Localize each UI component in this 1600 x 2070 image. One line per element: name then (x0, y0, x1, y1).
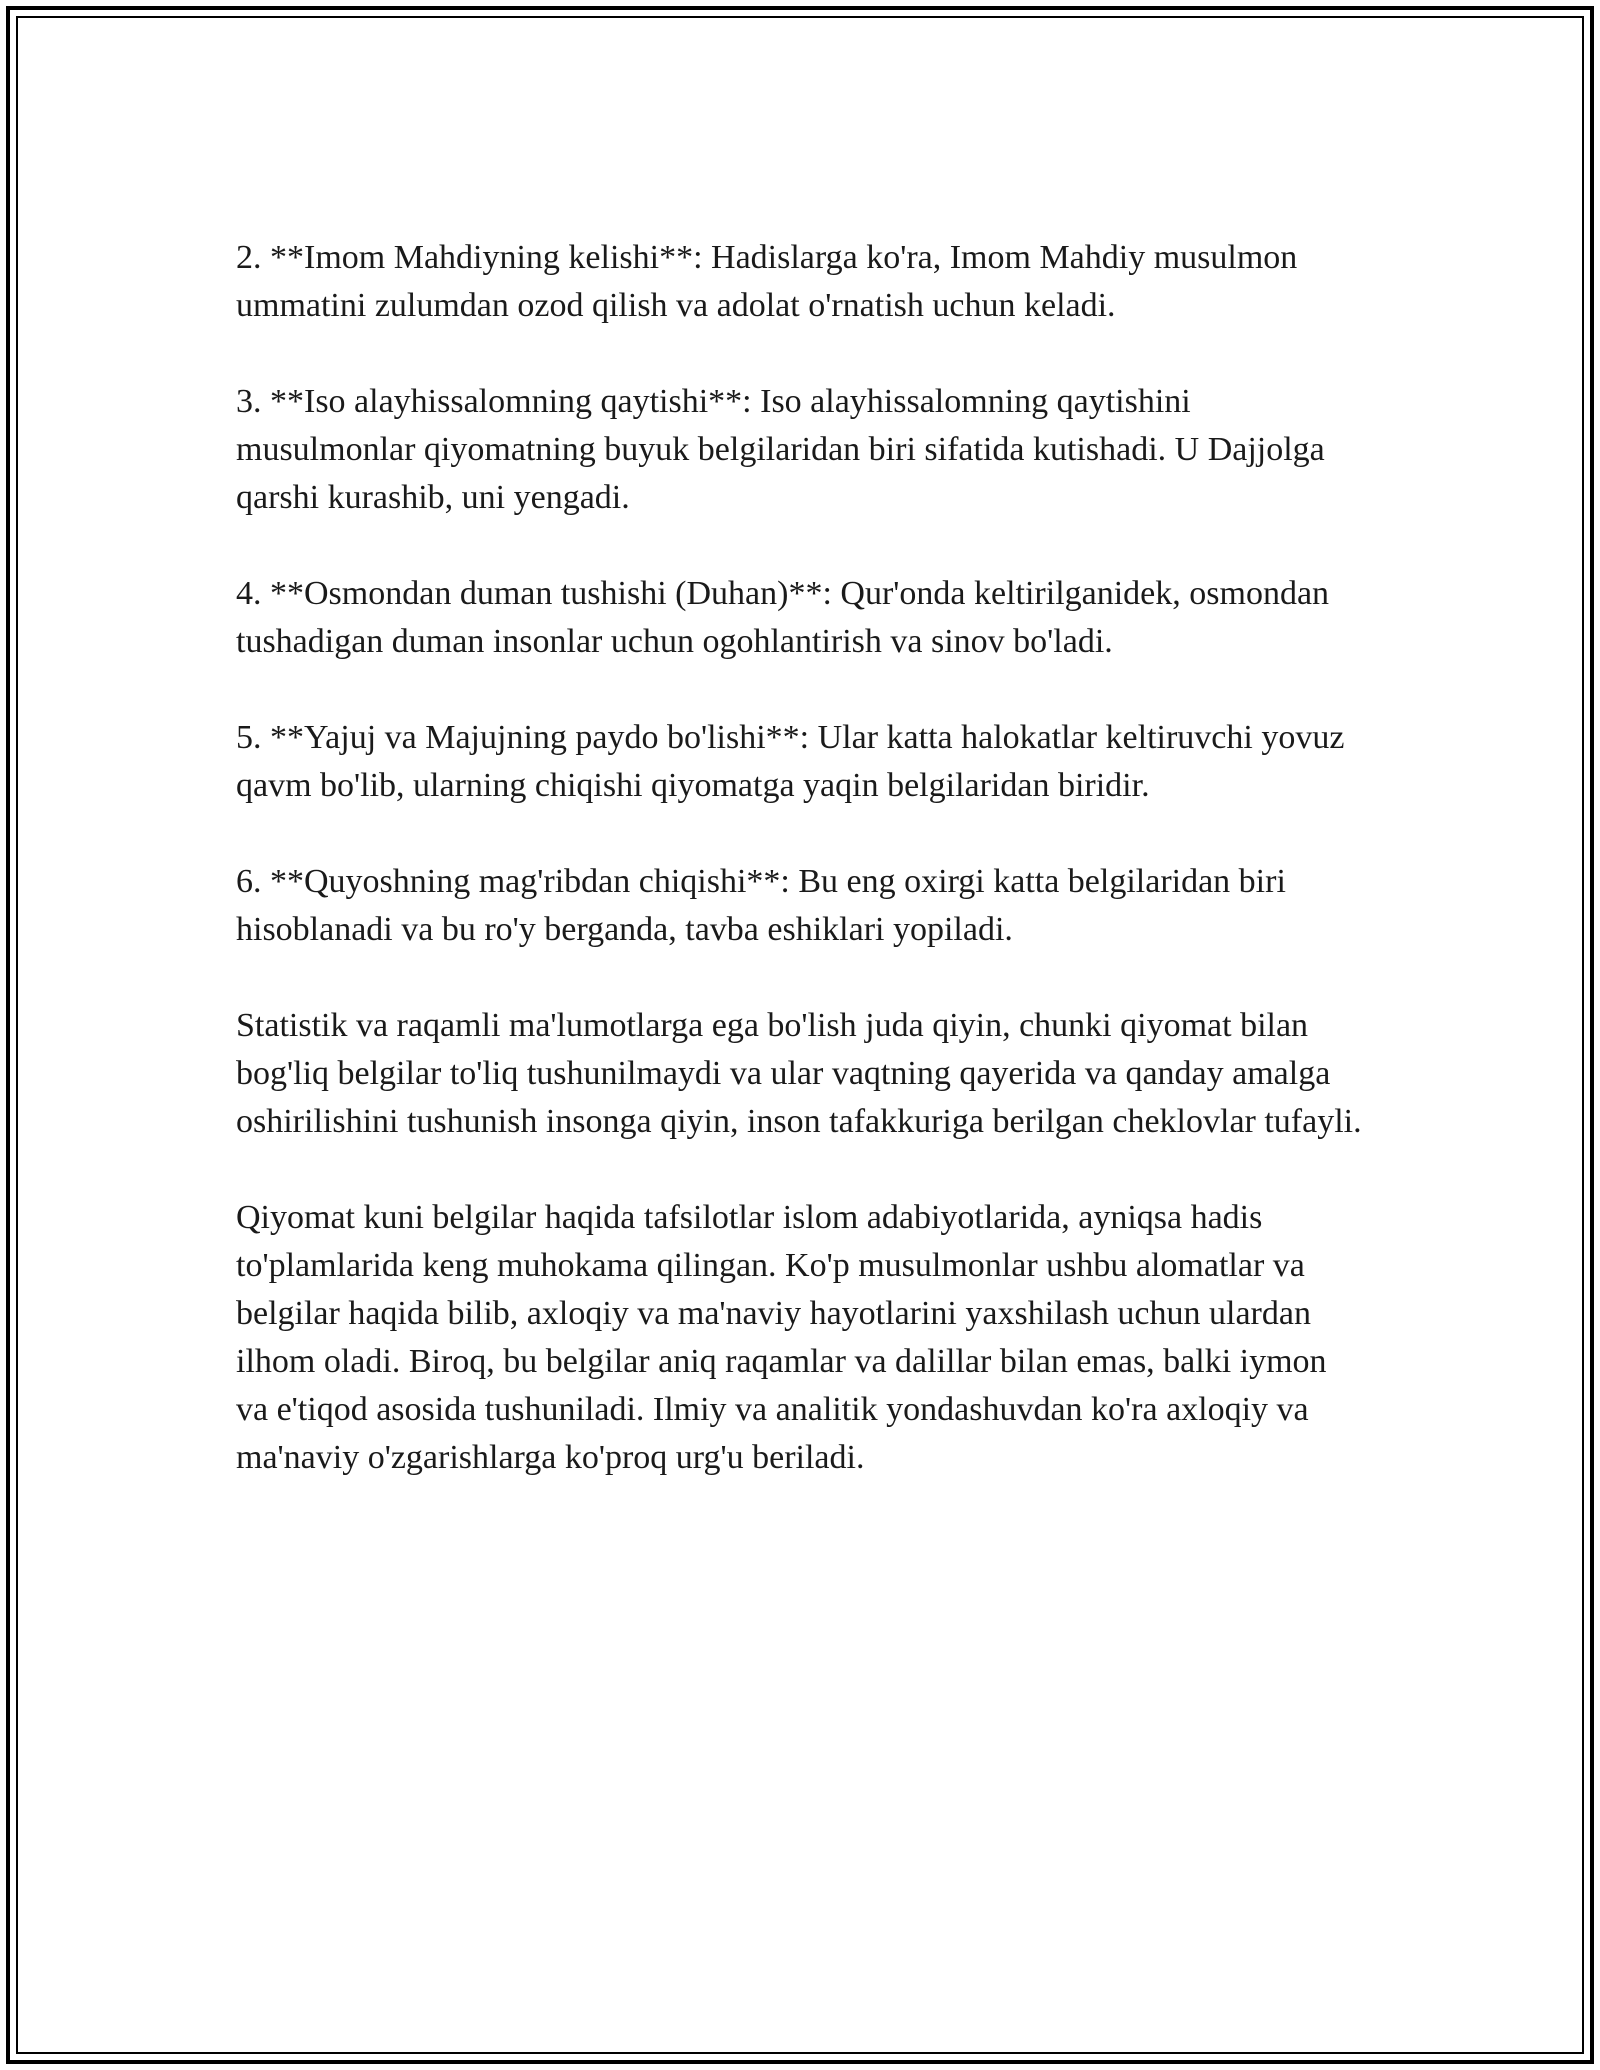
list-item-iso-alayhissalom: 3. **Iso alayhissalomning qaytishi**: Iso alayhissalomning qaytishini musulmonlar qiyomatning buyuk belgilaridan biri sifatida kutishadi. U Dajjolga qarshi kurashib, uni yengadi. (236, 383, 1325, 516)
paragraph-statistik: Statistik va raqamli ma'lumotlarga ega bo'lish juda qiyin, chunki qiyomat bilan bog'liq belgilar to'liq tushunilmaydi va ular vaqtning qayerida va qanday amalga oshirilishini tushunish insonga qiyin, inson tafakkuriga berilgan cheklovlar tufayli. (236, 1007, 1362, 1140)
paragraph-qiyomat-kuni: Qiyomat kuni belgilar haqida tafsilotlar islom adabiyotlarida, ayniqsa hadis to'plamlarida keng muhokama qilingan. Ko'p musulmonlar ushbu alomatlar va belgilar haqida bilib, axloqiy va ma'naviy hayotlarini yaxshilash uchun ulardan ilhom oladi. Biroq, bu belgilar aniq raqamlar va dalillar bilan emas, balki iymon va e'tiqod asosida tushuniladi. Ilmiy va analitik yondashuvdan ko'ra axloqiy va ma'naviy o'zgarishlarga ko'proq urg'u beriladi. (236, 1199, 1327, 1476)
document-body (236, 234, 1366, 1530)
list-item-yajuj-majuj: 5. **Yajuj va Majujning paydo bo'lishi**: Ular katta halokatlar keltiruvchi yovuz qavm bo'lib, ularning chiqishi qiyomatga yaqin belgilaridan biridir. (236, 719, 1345, 804)
list-item-imom-mahdiy: 2. **Imom Mahdiyning kelishi**: Hadislarga ko'ra, Imom Mahdiy musulmon ummatini zulumdan ozod qilish va adolat o'rnatish uchun keladi. (236, 239, 1298, 324)
list-item-quyosh-magrib: 6. **Quyoshning mag'ribdan chiqishi**: Bu eng oxirgi katta belgilaridan biri hisoblanadi va bu ro'y berganda, tavba eshiklari yopiladi. (236, 863, 1286, 948)
list-item-duhan: 4. **Osmondan duman tushishi (Duhan)**: Qur'onda keltirilganidek, osmondan tushadigan duman insonlar uchun ogohlantirish va sinov bo'ladi. (236, 575, 1330, 660)
